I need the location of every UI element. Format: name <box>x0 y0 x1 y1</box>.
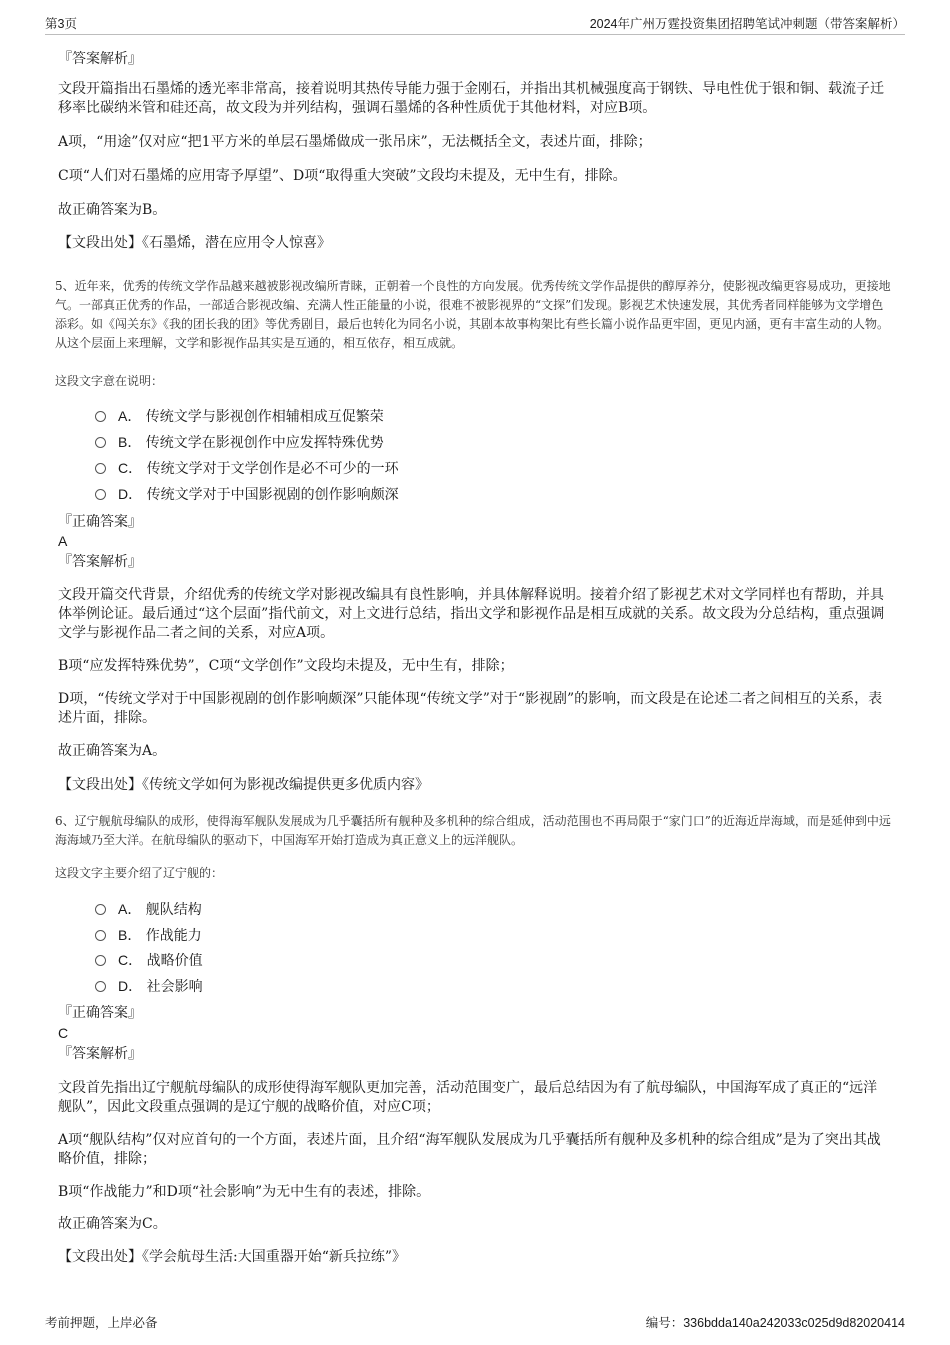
source-citation: 【文段出处】《学会航母生活:大国重器开始“新兵拉练”》 <box>58 1249 407 1265</box>
page-number: 第3页 <box>45 17 77 31</box>
question-5-option-c[interactable]: C． 传统文学对于文学创作是必不可少的一环 <box>95 458 399 479</box>
source-citation: 【文段出处】《传统文学如何为影视改编提供更多优质内容》 <box>58 777 429 793</box>
analysis-label: 『答案解析』 <box>58 554 142 570</box>
question-6-option-d[interactable]: D． 社会影响 <box>95 976 203 997</box>
correct-answer-label: 『正确答案』 <box>58 514 142 530</box>
question-5-stem: 这段文字意在说明： <box>55 374 164 388</box>
analysis-conclusion: 故正确答案为C。 <box>58 1216 167 1232</box>
radio-button[interactable] <box>95 437 106 448</box>
question-5-option-a[interactable]: A． 传统文学与影视创作相辅相成互促繁荣 <box>95 406 384 427</box>
page-header <box>45 12 905 35</box>
analysis-label: 『答案解析』 <box>58 1046 142 1062</box>
analysis-paragraph: B项“作战能力”和D项“社会影响”为无中生有的表述，排除。 <box>58 1184 431 1200</box>
question-6-stem: 这段文字主要介绍了辽宁舰的： <box>55 866 224 880</box>
analysis-conclusion: 故正确答案为B。 <box>58 202 167 218</box>
document-id: 编号：336bdda140a242033c025d9d82020414 <box>645 1316 905 1330</box>
analysis-paragraph: A项“舰队结构”仅对应首句的一个方面，表述片面，且介绍“海军舰队发展成为几乎囊括所有舰种及多机种的综合组成”是为了突出其战略价值，排除； <box>58 1132 881 1167</box>
radio-button[interactable] <box>95 930 106 941</box>
radio-button[interactable] <box>95 411 106 422</box>
radio-button[interactable] <box>95 981 106 992</box>
question-6-option-a[interactable]: A． 舰队结构 <box>95 899 202 920</box>
question-6-option-b[interactable]: B． 作战能力 <box>95 925 202 946</box>
question-6-option-c[interactable]: C． 战略价值 <box>95 950 203 971</box>
analysis-paragraph: 文段首先指出辽宁舰航母编队的成形使得海军舰队更加完善，活动范围变广，最后总结因为有了航母编队，中国海军成了真正的“远洋舰队”，因此文段重点强调的是辽宁舰的战略价值，对应C项； <box>58 1080 878 1115</box>
analysis-paragraph: D项，“传统文学对于中国影视剧的创作影响颇深”只能体现“传统文学”对于“影视剧”的影响，而文段是在论述二者之间相互的关系，表述片面，排除。 <box>58 691 883 726</box>
document-title: 2024年广州万霆投资集团招聘笔试冲刺题（带答案解析） <box>589 17 905 31</box>
correct-answer-label: 『正确答案』 <box>58 1005 142 1021</box>
footer-slogan: 考前押题，上岸必备 <box>45 1315 158 1330</box>
analysis-paragraph: 文段开篇交代背景，介绍优秀的传统文学对影视改编具有良性影响，并具体解释说明。接着介绍了影视艺术对文学同样也有帮助，并具体举例论证。最后通过“这个层面”指代前文，对上文进行总结，指出文学和影视作品是相互成就的关系。故文段为分总结构，重点强调文学与影视作品二者之间的关系，对应A项。 <box>58 587 885 641</box>
correct-answer: A <box>58 533 68 549</box>
radio-button[interactable] <box>95 904 106 915</box>
radio-button[interactable] <box>95 955 106 966</box>
question-5-option-d[interactable]: D． 传统文学对于中国影视剧的创作影响颇深 <box>95 484 399 505</box>
source-citation: 【文段出处】《石墨烯，潜在应用令人惊喜》 <box>58 235 331 251</box>
analysis-paragraph: A项，“用途”仅对应“把1平方米的单层石墨烯做成一张吊床”，无法概括全文，表述片面，排除； <box>58 134 652 150</box>
radio-button[interactable] <box>95 463 106 474</box>
question-5-option-b[interactable]: B． 传统文学在影视创作中应发挥特殊优势 <box>95 432 384 453</box>
correct-answer: C <box>58 1025 69 1041</box>
analysis-paragraph: C项“人们对石墨烯的应用寄予厚望”、D项“取得重大突破”文段均未提及，无中生有，排除。 <box>58 168 627 184</box>
analysis-label: 『答案解析』 <box>58 51 142 67</box>
question-6-text: 6、辽宁舰航母编队的成形，使得海军舰队发展成为几乎囊括所有舰种及多机种的综合组成，活动范围也不再局限于“家门口”的近海近岸海域，而是延伸到中远海海域乃至大洋。在航母编队的驱动下，中国海军开始打造成为真正意义上的远洋舰队。 <box>55 814 891 847</box>
analysis-conclusion: 故正确答案为A。 <box>58 743 167 759</box>
analysis-paragraph: B项“应发挥特殊优势”，C项“文学创作”文段均未提及，无中生有，排除； <box>58 658 514 674</box>
question-5-text: 5、近年来，优秀的传统文学作品越来越被影视改编所青睐，正朝着一个良性的方向发展。优秀传统文学作品提供的醇厚养分，使影视改编更容易成功，更接地气。一部真正优秀的作品，一部适合影视改编、充满人性正能量的小说，很难不被影视界的“文探”们发现。影视艺术快速发展，其优秀者同样能够为文学增色添彩。如《闯关东》《我的团长我的团》等优秀剧目，最后也转化为同名小说，其剧本故事构架比有些长篇小说作品更牢固，更见内涵，更有丰富生动的人物。从这个层面上来理解，文学和影视作品其实是互通的，相互依存，相互成就。 <box>55 279 891 350</box>
radio-button[interactable] <box>95 489 106 500</box>
analysis-paragraph: 文段开篇指出石墨烯的透光率非常高，接着说明其热传导能力强于金刚石，并指出其机械强度高于钢铁、导电性优于银和铜、载流子迁移率比碳纳米管和硅还高，故文段为并列结构，强调石墨烯的各种性质优于其他材料，对应B项。 <box>58 81 884 116</box>
